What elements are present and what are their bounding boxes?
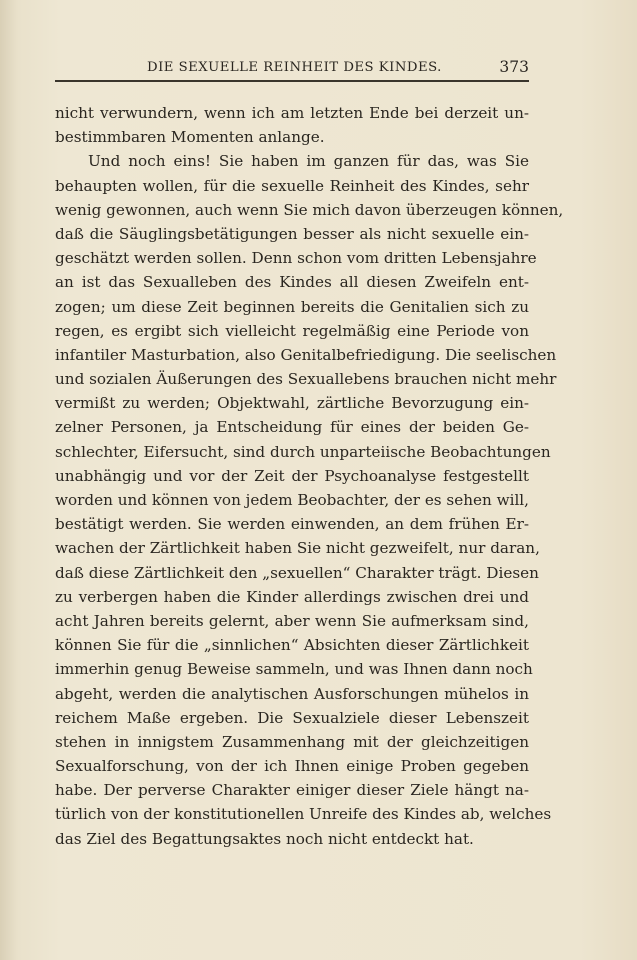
text-line: acht Jahren bereits gelernt, aber wenn Sie aufmerksam sind, xyxy=(55,611,529,630)
text-line: zogen; um diese Zeit beginnen bereits die Genitalien sich zu xyxy=(55,297,529,316)
text-line: schlechter, Eifersucht, sind durch unparteiische Beobachtungen xyxy=(55,442,551,461)
header-rule xyxy=(55,80,529,82)
body-text xyxy=(55,101,564,851)
text-line: immerhin genug Beweise sammeln, und was Ihnen dann noch xyxy=(55,660,533,679)
text-line: Und noch eins! Sie haben im ganzen für das, was Sie xyxy=(88,152,529,171)
text-line: zelner Personen, ja Entscheidung für eines der beiden Ge- xyxy=(55,418,529,437)
text-line: stehen in innigstem Zusammenhang mit der gleichzeitigen xyxy=(55,732,529,751)
text-line: türlich von der konstitutionellen Unreife des Kindes ab, welches xyxy=(55,805,552,824)
text-line: können Sie für die „sinnlichen“ Absichten dieser Zärtlichkeit xyxy=(55,636,529,655)
text-line: daß die Säuglingsbetätigungen besser als nicht sexuelle ein- xyxy=(55,224,529,243)
page-header xyxy=(55,58,527,82)
text-line: regen, es ergibt sich vielleicht regelmäßig eine Periode von xyxy=(55,321,529,340)
text-line: nicht verwundern, wenn ich am letzten Ende bei derzeit un- xyxy=(55,104,529,122)
text-line: an ist das Sexualleben des Kindes all diesen Zweifeln ent- xyxy=(55,273,529,292)
text-line: behaupten wollen, für die sexuelle Reinheit des Kindes, sehr xyxy=(55,176,529,195)
text-line: Sexualforschung, von der ich Ihnen einige Proben gegeben xyxy=(55,757,529,776)
text-line: worden und können von jedem Beobachter, der es sehen will, xyxy=(55,491,529,509)
text-line: und sozialen Äußerungen des Sexuallebens brauchen nicht mehr xyxy=(55,370,557,389)
text-line: daß diese Zärtlichkeit den „sexuellen“ Charakter trägt. Diesen xyxy=(55,563,539,582)
text-line: habe. Der perverse Charakter einiger dieser Ziele hängt na- xyxy=(55,781,529,800)
text-line: bestätigt werden. Sie werden einwenden, an dem frühen Er- xyxy=(55,515,529,534)
text-line: geschätzt werden sollen. Denn schon vom dritten Lebensjahre xyxy=(55,249,537,268)
text-line: reichem Maße ergeben. Die Sexualziele dieser Lebenszeit xyxy=(55,708,529,727)
page-number: 373 xyxy=(499,58,529,76)
text-line: abgeht, werden die analytischen Ausforschungen mühelos in xyxy=(55,684,529,703)
text-line: infantiler Masturbation, also Genitalbefriedigung. Die seelischen xyxy=(55,345,557,364)
text-line: wenig gewonnen, auch wenn Sie mich davon überzeugen können, xyxy=(55,200,564,219)
running-title: DIE SEXUELLE REINHEIT DES KINDES. xyxy=(147,60,442,75)
text-line: zu verbergen haben die Kinder allerdings zwischen drei und xyxy=(55,587,529,606)
text-line: bestimmbaren Momenten anlange. xyxy=(55,128,325,147)
text-line: vermißt zu werden; Objektwahl, zärtliche Bevorzugung ein- xyxy=(55,394,529,413)
text-line: unabhängig und vor der Zeit der Psychoanalyse festgestellt xyxy=(55,466,529,485)
text-line: wachen der Zärtlichkeit haben Sie nicht gezweifelt, nur daran, xyxy=(55,539,540,558)
text-line: das Ziel des Begattungsaktes noch nicht entdeckt hat. xyxy=(55,829,474,848)
